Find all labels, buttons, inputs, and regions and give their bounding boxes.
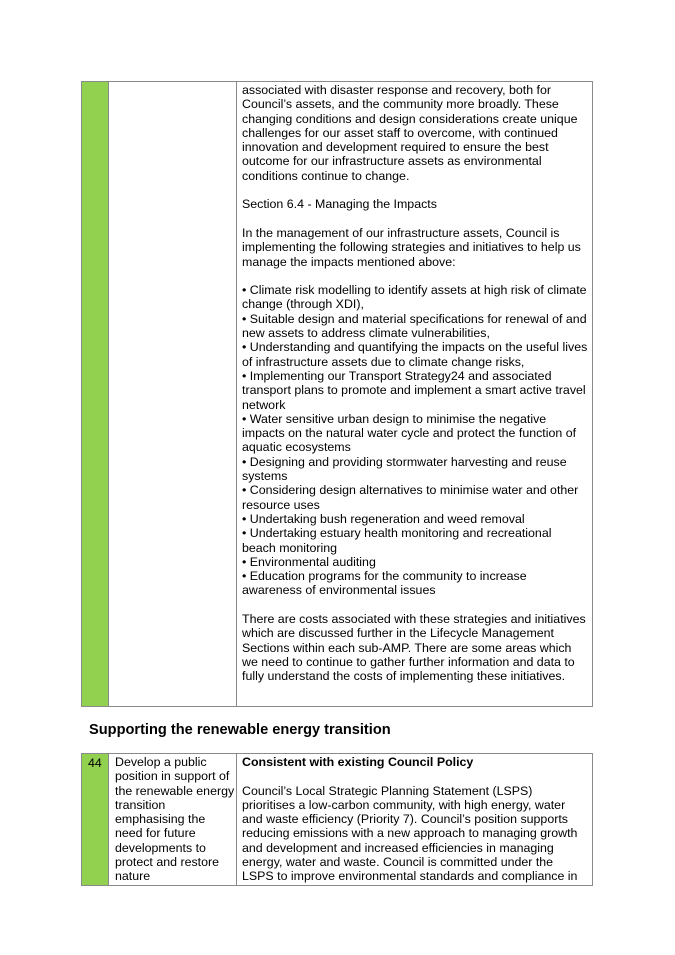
row-number-cell: 44	[82, 754, 109, 885]
section-heading: Supporting the renewable energy transition	[89, 722, 391, 738]
list-item: • Undertaking estuary health monitoring and recreational beach monitoring	[242, 526, 552, 555]
section-title: Section 6.4 - Managing the Impacts	[242, 197, 437, 212]
list-item: • Undertaking bush regeneration and weed removal	[242, 511, 525, 526]
list-item: • Considering design alternatives to minimise water and other resource uses	[242, 483, 579, 512]
response-cell	[237, 82, 592, 706]
list-item: • Environmental auditing	[242, 554, 376, 569]
list-item: • Climate risk modelling to identify assets at high risk of climate change (through XDI),	[242, 283, 587, 312]
response-paragraph: associated with disaster response and recovery, both for Council’s assets, and the community more broadly. These changing conditions and design considerations create unique challenges for our asset staff to overcome, with continued innovation and development required to ensure the best outcome for our infrastructure assets as environmental conditions continue to change.	[242, 83, 578, 183]
submissions-table-continued	[81, 81, 593, 707]
list-item: • Designing and providing stormwater harvesting and reuse systems	[242, 454, 567, 484]
response-paragraph: Council’s Local Strategic Planning Statement (LSPS) prioritises a low-carbon community, with high energy, water and waste efficiency (Priority 7). Council’s position supports reducing emissions with a new approach to managing growth and development and increased efficiencies in managing energy, water and waste. Council is committed under the LSPS to improve environmental standards and compliance in	[242, 783, 578, 884]
action-cell: Develop a public position in support of the renewable energy transition emphasising the need for future developments to protect and restore nature	[109, 754, 237, 885]
response-cell	[237, 754, 592, 885]
response-paragraph: There are costs associated with these strategies and initiatives which are discussed further in the Lifecycle Management Sections within each sub-AMP. There are some areas which we need to continue to gather further information and data to fully understand the costs of implementing these initiatives.	[242, 611, 586, 684]
response-paragraph: In the management of our infrastructure assets, Council is implementing the following strategies and initiatives to help us manage the impacts mentioned above:	[242, 225, 581, 269]
list-item: • Water sensitive urban design to minimise the negative impacts on the natural water cycle and protect the function of aquatic ecosystems	[242, 411, 577, 455]
list-item: • Education programs for the community to increase awareness of environmental issues	[242, 569, 527, 598]
list-item: • Suitable design and material specifications for renewal of and new assets to address climate vulnerabilities,	[242, 311, 587, 341]
strategy-list	[242, 283, 588, 598]
action-cell	[109, 82, 237, 706]
list-item: • Implementing our Transport Strategy24 and associated transport plans to promote and implement a smart active travel network	[242, 368, 586, 412]
response-title: Consistent with existing Council Policy	[242, 755, 474, 769]
submissions-table	[81, 753, 593, 886]
row-number-cell	[82, 82, 109, 706]
list-item: • Understanding and quantifying the impacts on the useful lives of infrastructure assets due to climate change risks,	[242, 340, 588, 369]
